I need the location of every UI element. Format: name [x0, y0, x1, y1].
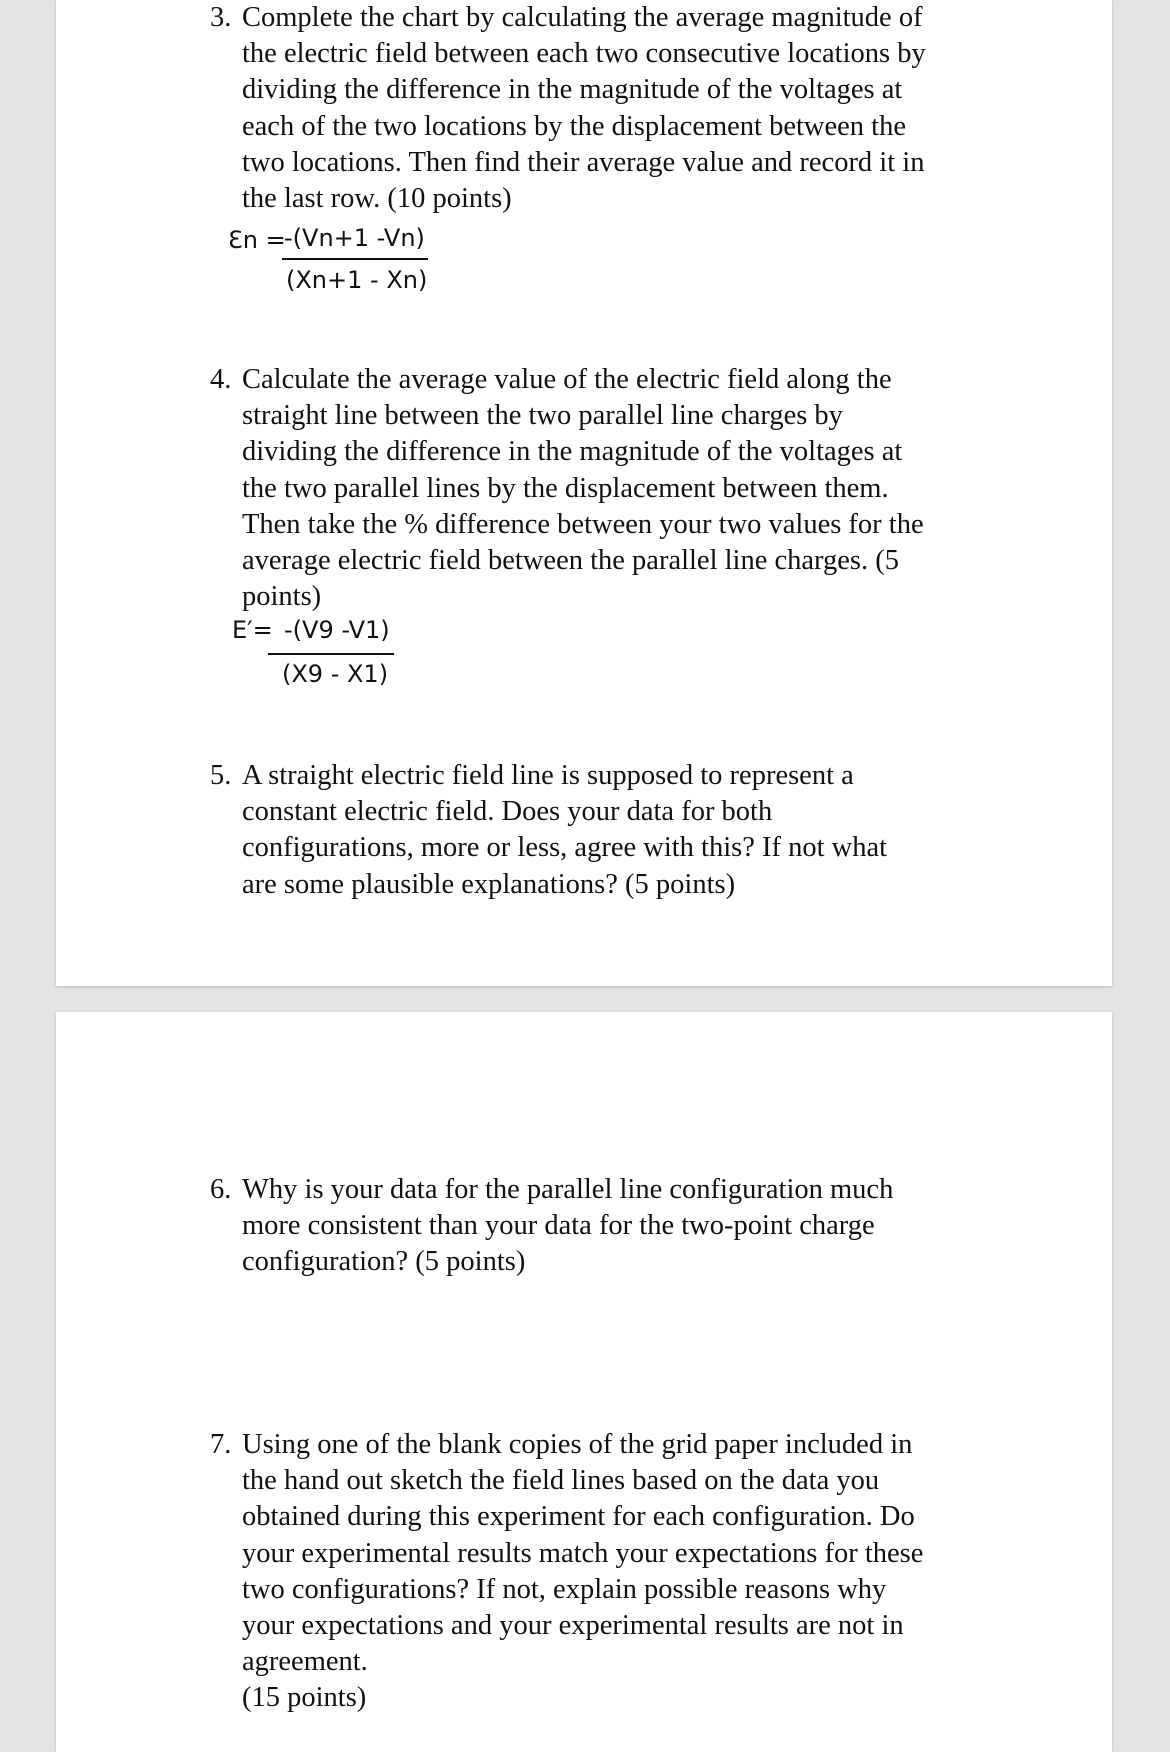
question-text-line: average electric field between the parallel line charges. (5 [242, 545, 899, 577]
handwritten-formula-4 [228, 612, 428, 692]
formula-lhs: E′= [232, 616, 273, 644]
question-text-line: the hand out sketch the field lines based on the data you [242, 1465, 880, 1497]
question-text-line: points) [242, 581, 322, 613]
question-text-line: agreement. [242, 1646, 368, 1678]
question-number: 4. [210, 364, 232, 395]
question-5 [210, 758, 1010, 903]
question-text-line: your expectations and your experimental results are not in [242, 1610, 904, 1642]
question-text-line: more consistent than your data for the two-point charge [242, 1210, 875, 1242]
question-3 [210, 0, 1010, 217]
question-text-line: dividing the difference in the magnitude of the voltages at [242, 74, 903, 106]
question-text-line: are some plausible explanations? (5 points) [242, 868, 736, 900]
question-text-line: two locations. Then find their average value and record it in [242, 146, 925, 178]
formula-lhs: Ɛn = [228, 226, 286, 254]
question-number: 5. [210, 760, 232, 791]
question-number: 6. [210, 1174, 232, 1205]
question-text-line: straight line between the two parallel line charges by [242, 400, 843, 432]
question-text-line: configuration? (5 points) [242, 1246, 526, 1278]
question-number: 7. [210, 1429, 232, 1460]
question-text-line: Complete the chart by calculating the average magnitude of [242, 2, 923, 33]
formula-numerator: -(Vn+1 -Vn) [284, 224, 425, 252]
question-text-line: each of the two locations by the displacement between the [242, 110, 906, 142]
question-text-line: A straight electric field line is supposed to represent a [242, 760, 854, 791]
question-text-line: dividing the difference in the magnitude of the voltages at [242, 436, 903, 468]
formula-denominator: (X9 - X1) [282, 660, 389, 688]
formula-numerator: -(V9 -V1) [284, 616, 390, 644]
question-text-line: two configurations? If not, explain possible reasons why [242, 1573, 887, 1605]
question-number: 3. [210, 2, 232, 33]
question-text-line: the two parallel lines by the displacement between them. [242, 472, 889, 504]
question-text-line: Then take the % difference between your two values for the [242, 508, 924, 540]
question-text-line: your experimental results match your expectations for these [242, 1537, 924, 1569]
question-text-line: the last row. (10 points) [242, 183, 512, 215]
question-text-line: Using one of the blank copies of the grid paper included in [242, 1429, 913, 1460]
question-text-line: (15 points) [242, 1682, 367, 1714]
question-text-line: configurations, more or less, agree with this? If not what [242, 832, 888, 864]
question-4 [210, 362, 1010, 615]
question-7 [210, 1427, 1010, 1717]
handwritten-formula-3 [220, 218, 440, 298]
question-text-line: obtained during this experiment for each configuration. Do [242, 1501, 915, 1533]
question-text-line: Calculate the average value of the electric field along the [242, 364, 892, 395]
question-text-line: Why is your data for the parallel line configuration much [242, 1174, 894, 1205]
question-text-line: the electric field between each two consecutive locations by [242, 38, 926, 70]
question-text-line: constant electric field. Does your data for both [242, 796, 773, 828]
formula-denominator: (Xn+1 - Xn) [286, 266, 428, 294]
question-6 [210, 1172, 1010, 1281]
